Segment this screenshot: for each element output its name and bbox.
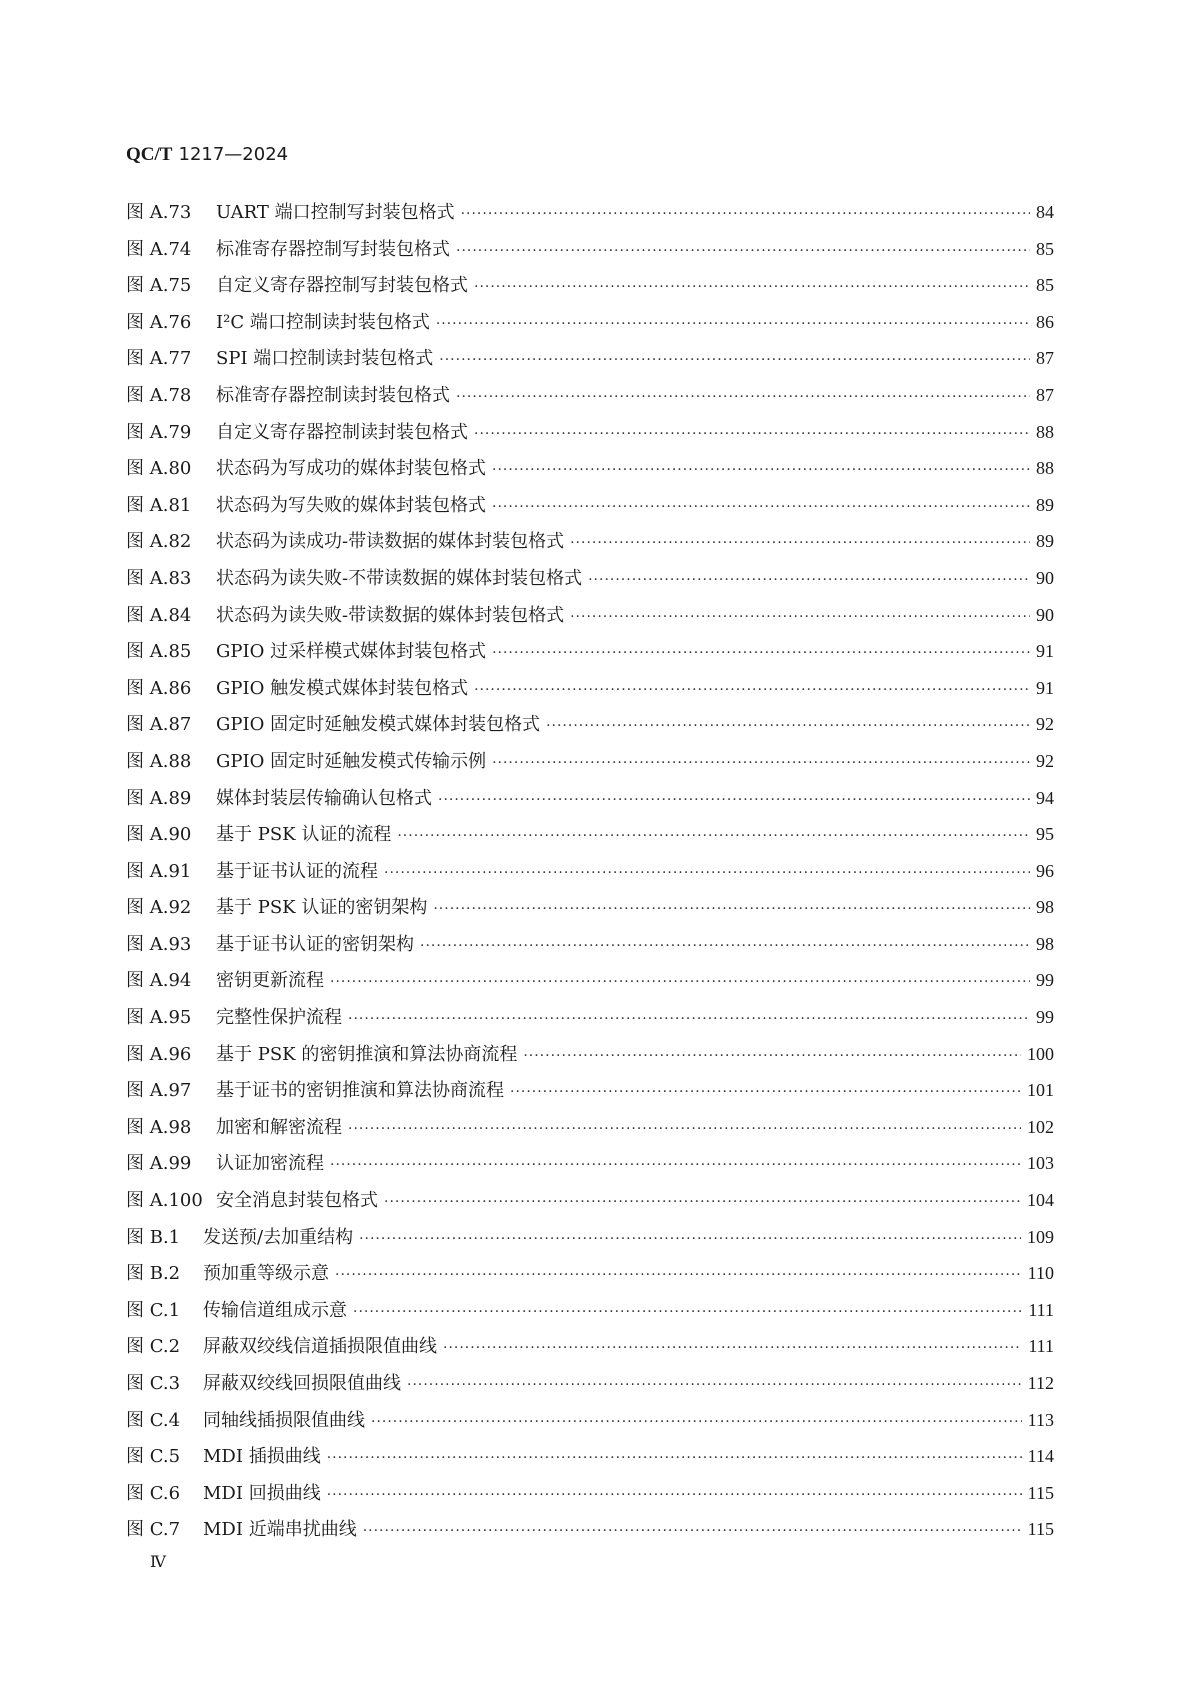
figure-title: 加密和解密流程 <box>216 1116 342 1138</box>
entry-label <box>126 344 433 370</box>
figure-title: GPIO 触发模式媒体封装包格式 <box>216 677 469 699</box>
figure-title: 基于证书认证的流程 <box>216 860 378 882</box>
figure-title: 基于 PSK 认证的密钥架构 <box>216 897 428 919</box>
figure-number: 图 A.94 <box>126 970 192 992</box>
entry-label <box>126 235 450 261</box>
leader-dots <box>436 316 1030 332</box>
page-ref: 98 <box>1036 933 1054 954</box>
page-ref: 85 <box>1036 238 1054 259</box>
toc-entry[interactable] <box>126 271 1054 308</box>
toc-entry[interactable] <box>126 1076 1054 1113</box>
toc-entry[interactable] <box>126 235 1054 272</box>
figure-title: GPIO 固定时延触发模式传输示例 <box>216 750 487 772</box>
page-ref: 95 <box>1036 824 1054 845</box>
entry-label <box>126 1332 437 1358</box>
standard-number: 1217—2024 <box>178 144 289 165</box>
leader-dots <box>327 1487 1022 1503</box>
entry-label <box>126 637 486 663</box>
leader-dots <box>353 1304 1022 1320</box>
entry-label <box>126 1406 365 1432</box>
page-ref: 91 <box>1036 677 1054 698</box>
entry-label <box>126 1003 342 1029</box>
page-ref: 86 <box>1036 311 1054 332</box>
entry-label <box>126 1515 357 1541</box>
entry-label <box>126 491 486 517</box>
toc-entry[interactable] <box>126 637 1054 674</box>
page-ref: 89 <box>1036 531 1054 552</box>
entry-label <box>126 747 486 773</box>
leader-dots <box>384 1194 1021 1210</box>
figure-number: 图 A.96 <box>126 1043 192 1065</box>
toc-entry[interactable] <box>126 893 1054 930</box>
figure-title: GPIO 过采样模式媒体封装包格式 <box>216 641 487 663</box>
page-ref: 89 <box>1036 494 1054 515</box>
toc-entry[interactable] <box>126 930 1054 967</box>
leader-dots <box>359 1231 1021 1247</box>
figure-number: 图 A.91 <box>126 860 192 882</box>
page-ref: 102 <box>1027 1116 1054 1137</box>
toc-entry[interactable] <box>126 308 1054 345</box>
figure-title: 屏蔽双绞线回损限值曲线 <box>203 1373 401 1394</box>
leader-dots <box>461 206 1030 222</box>
page-ref: 103 <box>1027 1153 1054 1174</box>
figure-number: 图 A.93 <box>126 933 192 955</box>
figure-title: 基于 PSK 认证的流程 <box>216 824 392 846</box>
leader-dots <box>439 352 1030 368</box>
toc-entry[interactable] <box>126 1259 1054 1296</box>
toc-entry[interactable] <box>126 1186 1054 1223</box>
figure-title: 预加重等级示意 <box>203 1263 329 1285</box>
figure-title: 标准寄存器控制读封装包格式 <box>216 384 450 406</box>
figure-title: 状态码为读成功-带读数据的媒体封装包格式 <box>216 531 565 553</box>
figure-number: 图 A.89 <box>126 787 192 809</box>
toc-entry[interactable] <box>126 564 1054 601</box>
figure-title: 同轴线插损限值曲线 <box>203 1409 365 1431</box>
page-ref: 90 <box>1036 567 1054 588</box>
toc-entry[interactable] <box>126 1223 1054 1260</box>
entry-label <box>126 198 455 224</box>
page-ref: 99 <box>1036 1007 1054 1028</box>
leader-dots <box>407 1377 1022 1393</box>
entry-label <box>126 1113 342 1139</box>
page-ref: 114 <box>1027 1446 1054 1467</box>
toc-entry[interactable] <box>126 1332 1054 1369</box>
figure-number: 图 C.4 <box>126 1409 181 1431</box>
leader-dots <box>510 1084 1021 1100</box>
leader-dots <box>420 938 1030 954</box>
leader-dots <box>330 1157 1021 1173</box>
page-ref: 88 <box>1036 421 1054 442</box>
page-ref: 101 <box>1027 1080 1054 1101</box>
page-ref: 87 <box>1036 348 1054 369</box>
standard-prefix: QC/T <box>126 144 173 165</box>
entry-label <box>126 1186 378 1212</box>
toc-entry[interactable] <box>126 1149 1054 1186</box>
leader-dots <box>492 755 1030 771</box>
leader-dots <box>492 645 1030 661</box>
toc-entry[interactable] <box>126 381 1054 418</box>
page-ref: 110 <box>1027 1263 1054 1284</box>
entry-label <box>126 966 324 992</box>
page-ref: 104 <box>1027 1190 1054 1211</box>
page-ref: 91 <box>1036 641 1054 662</box>
figure-number: 图 A.90 <box>126 824 192 846</box>
page-ref: 113 <box>1027 1409 1054 1430</box>
figure-title: 基于证书的密钥推演和算法协商流程 <box>216 1080 504 1102</box>
leader-dots <box>348 1011 1030 1027</box>
figure-title: UART 端口控制写封装包格式 <box>216 202 455 223</box>
figure-number: 图 A.85 <box>126 641 192 663</box>
figure-number: 图 A.73 <box>126 202 192 223</box>
leader-dots <box>371 1414 1022 1430</box>
page-ref: 111 <box>1028 1299 1054 1320</box>
entry-label <box>126 1259 329 1285</box>
entry-label <box>126 418 468 444</box>
toc-entry[interactable] <box>126 491 1054 528</box>
leader-dots <box>474 426 1030 442</box>
leader-dots <box>443 1340 1022 1356</box>
figure-title: MDI 回损曲线 <box>203 1482 321 1504</box>
figure-number: 图 A.97 <box>126 1080 192 1102</box>
entry-label <box>126 1296 347 1322</box>
figure-number: 图 A.99 <box>126 1153 192 1175</box>
page-ref: 115 <box>1027 1482 1054 1503</box>
toc-entry[interactable] <box>126 1479 1054 1516</box>
page-ref: 92 <box>1036 714 1054 735</box>
toc-entry[interactable] <box>126 966 1054 1003</box>
toc-entry[interactable] <box>126 1003 1054 1040</box>
figure-title: 完整性保护流程 <box>216 1007 342 1029</box>
leader-dots <box>523 1048 1021 1064</box>
figure-number: 图 B.2 <box>126 1263 181 1285</box>
entry-label <box>126 674 468 700</box>
leader-dots <box>570 535 1030 551</box>
figure-number: 图 A.83 <box>126 567 192 589</box>
figure-number: 图 A.75 <box>126 275 192 297</box>
leader-dots <box>456 389 1030 405</box>
toc-entry[interactable] <box>126 601 1054 638</box>
page-ref: 100 <box>1027 1043 1054 1064</box>
entry-label <box>126 454 486 480</box>
figure-number: 图 A.98 <box>126 1116 192 1138</box>
toc-entry[interactable] <box>126 784 1054 821</box>
figure-title: MDI 插损曲线 <box>203 1446 321 1468</box>
figure-number: 图 C.2 <box>126 1336 181 1358</box>
leader-dots <box>546 718 1030 734</box>
entry-label <box>126 1479 321 1505</box>
page-ref: 109 <box>1027 1226 1054 1247</box>
figure-number: 图 A.80 <box>126 458 192 480</box>
leader-dots <box>492 462 1030 478</box>
figure-number: 图 A.87 <box>126 714 192 736</box>
entry-label <box>126 1040 517 1066</box>
leader-dots <box>397 828 1030 844</box>
page-ref: 88 <box>1036 458 1054 479</box>
toc-entry[interactable] <box>126 1040 1054 1077</box>
figure-number: 图 A.100 <box>126 1190 203 1212</box>
leader-dots <box>335 1267 1022 1283</box>
entry-label <box>126 893 427 919</box>
leader-dots <box>384 865 1030 881</box>
figure-number: 图 A.84 <box>126 604 192 626</box>
toc-entry[interactable] <box>126 1515 1054 1552</box>
entry-label <box>126 820 391 846</box>
figure-title: 状态码为写成功的媒体封装包格式 <box>216 458 486 480</box>
leader-dots <box>570 609 1030 625</box>
entry-label <box>126 527 564 553</box>
leader-dots <box>438 792 1030 808</box>
figure-number: 图 C.3 <box>126 1373 181 1394</box>
figure-number: 图 A.76 <box>126 311 192 333</box>
figure-title: 基于 PSK 的密钥推演和算法协商流程 <box>216 1043 518 1065</box>
figure-title: 自定义寄存器控制写封装包格式 <box>216 275 468 297</box>
leader-dots <box>327 1450 1022 1466</box>
page-ref: 84 <box>1036 202 1054 222</box>
leader-dots <box>492 499 1030 515</box>
toc-entry[interactable] <box>126 1369 1054 1406</box>
figure-title: SPI 端口控制读封装包格式 <box>216 348 434 370</box>
figure-title: 状态码为读失败-不带读数据的媒体封装包格式 <box>216 567 583 589</box>
document-header <box>126 143 288 166</box>
figure-number: 图 A.78 <box>126 384 192 406</box>
page-ref: 98 <box>1036 897 1054 918</box>
figure-title: 密钥更新流程 <box>216 970 324 992</box>
page-ref: 87 <box>1036 384 1054 405</box>
page-ref: 96 <box>1036 860 1054 881</box>
toc-entry[interactable] <box>126 527 1054 564</box>
toc-entry[interactable] <box>126 1406 1054 1443</box>
toc-entry[interactable] <box>126 1113 1054 1150</box>
figure-number: 图 A.81 <box>126 494 192 516</box>
entry-label <box>126 271 468 297</box>
figure-number: 图 A.95 <box>126 1007 192 1029</box>
leader-dots <box>456 243 1030 259</box>
figure-title: 标准寄存器控制写封装包格式 <box>216 238 450 260</box>
figure-title: MDI 近端串扰曲线 <box>203 1519 357 1541</box>
figure-number: 图 A.74 <box>126 238 192 260</box>
leader-dots <box>330 974 1030 990</box>
figure-title: 状态码为写失败的媒体封装包格式 <box>216 494 486 516</box>
figure-title: 媒体封装层传输确认包格式 <box>216 787 432 809</box>
entry-label <box>126 1076 504 1102</box>
page-ref: 92 <box>1036 750 1054 771</box>
leader-dots <box>474 682 1030 698</box>
figure-title: 自定义寄存器控制读封装包格式 <box>216 421 468 443</box>
figure-number: 图 A.79 <box>126 421 192 443</box>
figure-title: 基于证书认证的密钥架构 <box>216 933 414 955</box>
figure-number: 图 C.7 <box>126 1519 181 1541</box>
entry-label <box>126 308 430 334</box>
toc-entry[interactable] <box>126 198 1054 235</box>
entry-label <box>126 1369 401 1395</box>
figure-number: 图 A.88 <box>126 750 192 772</box>
figure-title: GPIO 固定时延触发模式媒体封装包格式 <box>216 714 541 736</box>
toc-entry[interactable] <box>126 857 1054 894</box>
toc-entry[interactable] <box>126 747 1054 784</box>
leader-dots <box>588 572 1030 588</box>
leader-dots <box>363 1523 1022 1539</box>
entry-label <box>126 1149 324 1175</box>
toc-entry[interactable] <box>126 820 1054 857</box>
entry-label <box>126 784 432 810</box>
figure-number: 图 C.6 <box>126 1482 181 1504</box>
entry-label <box>126 857 378 883</box>
page-ref: 94 <box>1036 787 1054 808</box>
toc-entry[interactable] <box>126 1296 1054 1333</box>
figure-title: 认证加密流程 <box>216 1153 324 1175</box>
toc-entry[interactable] <box>126 674 1054 711</box>
figure-number: 图 B.1 <box>126 1226 181 1248</box>
figure-title: 屏蔽双绞线信道插损限值曲线 <box>203 1336 437 1358</box>
entry-label <box>126 1223 353 1249</box>
figure-number: 图 C.5 <box>126 1446 181 1468</box>
leader-dots <box>433 901 1030 917</box>
page-ref: 90 <box>1036 604 1054 625</box>
figure-number: 图 A.82 <box>126 531 192 553</box>
entry-label <box>126 564 582 590</box>
entry-label <box>126 710 540 736</box>
figure-list <box>126 198 1054 1552</box>
figure-title: 传输信道组成示意 <box>203 1299 347 1321</box>
page-ref: 99 <box>1036 970 1054 991</box>
figure-title: 发送预/去加重结构 <box>203 1226 354 1248</box>
figure-number: 图 A.86 <box>126 677 192 699</box>
toc-entry[interactable] <box>126 1442 1054 1479</box>
entry-label <box>126 1442 321 1468</box>
toc-entry[interactable] <box>126 454 1054 491</box>
entry-label <box>126 601 564 627</box>
toc-entry[interactable] <box>126 344 1054 381</box>
figure-number: 图 A.92 <box>126 897 192 919</box>
entry-label <box>126 381 450 407</box>
page-ref: 111 <box>1028 1336 1054 1357</box>
page-ref: 112 <box>1027 1373 1054 1393</box>
leader-dots <box>348 1121 1021 1137</box>
figure-number: 图 A.77 <box>126 348 192 370</box>
toc-entry[interactable] <box>126 710 1054 747</box>
figure-number: 图 C.1 <box>126 1299 181 1321</box>
entry-label <box>126 930 414 956</box>
page-ref: 115 <box>1027 1519 1054 1540</box>
toc-entry[interactable] <box>126 418 1054 455</box>
figure-title: 安全消息封装包格式 <box>216 1190 378 1212</box>
figure-title: 状态码为读失败-带读数据的媒体封装包格式 <box>216 604 565 626</box>
leader-dots <box>474 279 1030 295</box>
page-number: Ⅳ <box>150 1552 166 1571</box>
figure-title: I²C 端口控制读封装包格式 <box>216 311 430 333</box>
page-ref: 85 <box>1036 275 1054 296</box>
